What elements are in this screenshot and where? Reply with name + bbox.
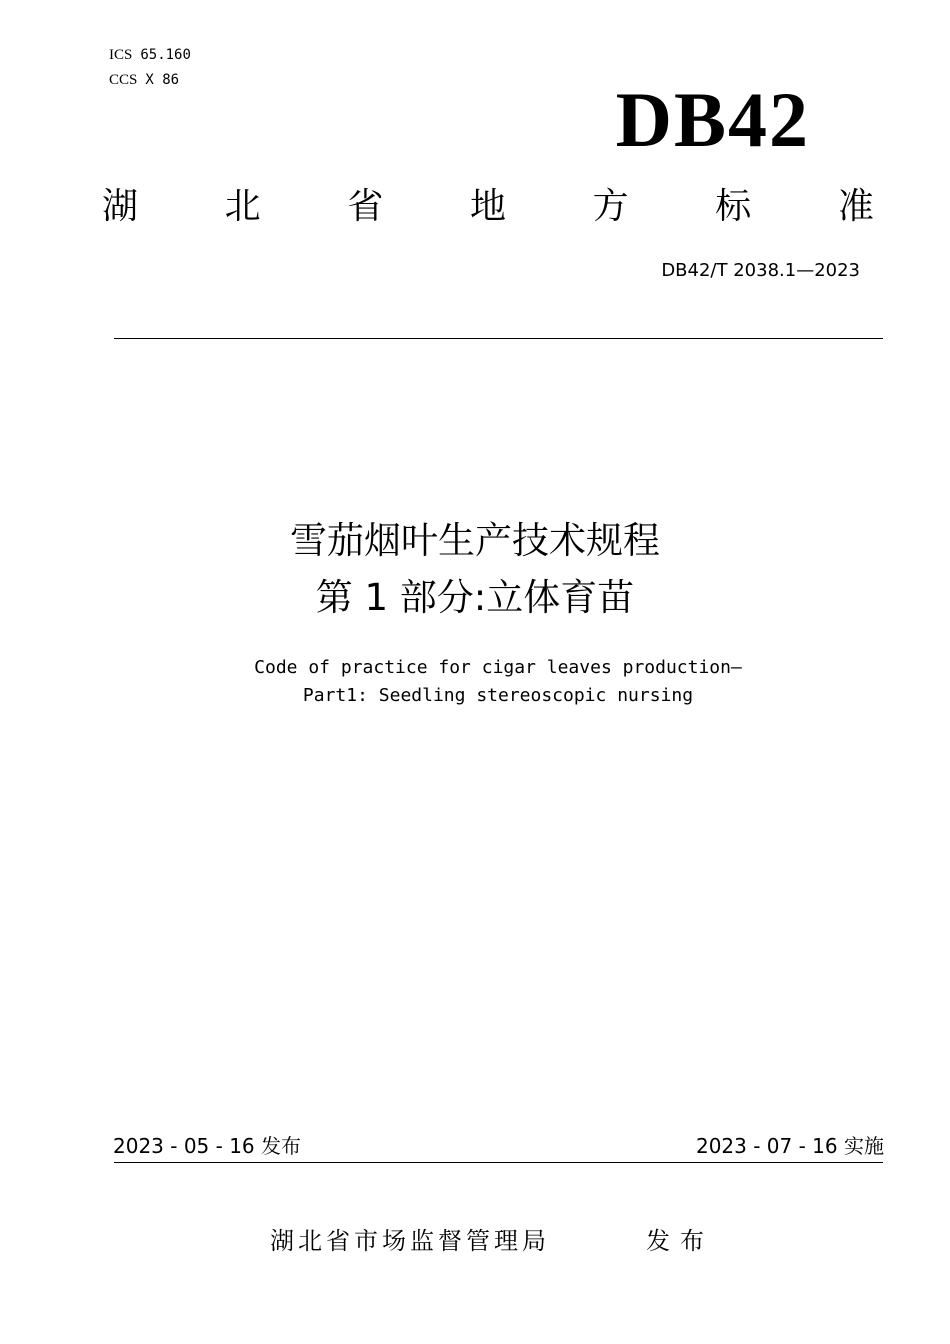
footer-divider: [114, 1162, 883, 1163]
release-date: 2023 - 05 - 16 发布: [113, 1134, 302, 1158]
header-divider: [114, 338, 883, 339]
implementation-date: 2023 - 07 - 16 实施: [695, 1134, 884, 1158]
standard-type-char: 准: [837, 186, 874, 227]
ics-label: ICS: [109, 47, 133, 63]
ics-code: [109, 46, 191, 64]
issue-label: 发布: [646, 1227, 714, 1255]
ccs-value: X 86: [145, 72, 180, 88]
standard-type-char: 方: [592, 186, 629, 227]
standard-type-char: 标: [715, 186, 752, 227]
ccs-label: CCS: [109, 72, 138, 88]
standard-type-char: 北: [224, 186, 261, 227]
ccs-code: [109, 71, 179, 89]
standard-type-char: 省: [347, 186, 384, 227]
standard-logo: DB42: [615, 76, 810, 163]
issuing-authority: 湖北省市场监督管理局: [270, 1227, 550, 1255]
document-subtitle: 第 1 部分:立体育苗: [315, 576, 635, 619]
ics-value: 65.160: [140, 47, 191, 63]
standard-type-char: 地: [469, 186, 506, 227]
standard-number: DB42/T 2038.1—2023: [661, 260, 860, 281]
english-title: Code of practice for cigar leaves production—: [254, 657, 742, 678]
standard-type-char: 湖: [102, 186, 139, 227]
standard-type-heading: [102, 184, 874, 230]
document-title: 雪茄烟叶生产技术规程: [290, 519, 660, 562]
english-subtitle: Part1: Seedling stereoscopic nursing: [302, 685, 694, 706]
